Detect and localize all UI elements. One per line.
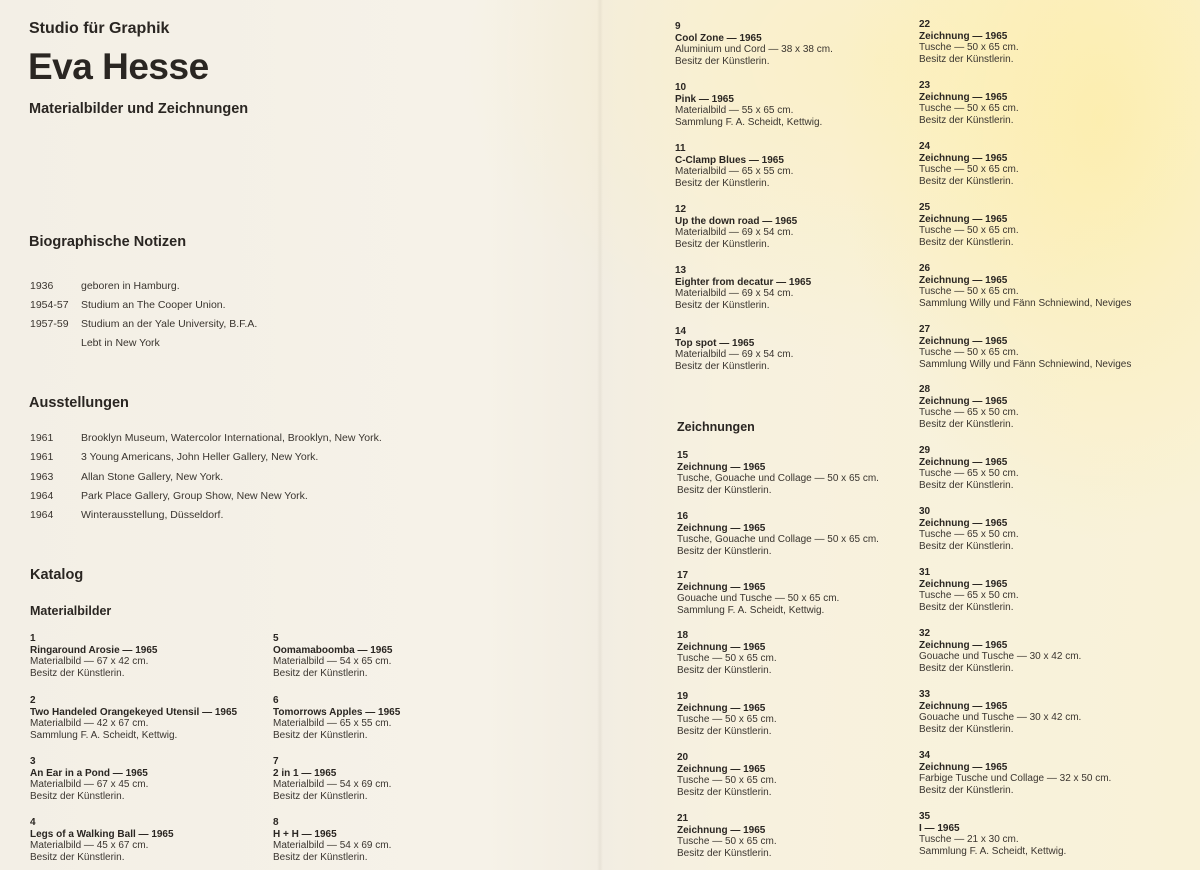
entry-number: 9 — [675, 21, 681, 32]
bio-year: 1936 — [30, 280, 54, 292]
entry-owner: Besitz der Künstlerin. — [919, 175, 1014, 187]
entry-medium: Materialbild — 67 x 45 cm. — [30, 779, 149, 790]
exhibition-year: 1964 — [30, 490, 54, 502]
entry-medium: Materialbild — 45 x 67 cm. — [30, 840, 149, 851]
entry-owner: Besitz der Künstlerin. — [919, 723, 1014, 735]
entry-title: Zeichnung — 1965 — [919, 91, 1008, 103]
entry-owner: Sammlung F. A. Scheidt, Kettwig. — [30, 729, 178, 741]
catalog-entry — [30, 756, 148, 802]
entry-medium: Gouache und Tusche — 30 x 42 cm. — [919, 712, 1082, 723]
exhibition-year: 1963 — [30, 471, 54, 483]
catalog-heading: Katalog — [30, 567, 84, 583]
entry-title: Zeichnung — 1965 — [677, 702, 766, 714]
entry-medium: Materialbild — 55 x 65 cm. — [675, 105, 794, 116]
entry-medium: Aluminium und Cord — 38 x 38 cm. — [675, 44, 833, 55]
exhibition-year: 1961 — [30, 451, 54, 463]
bio-text: Studium an der Yale University, B.F.A. — [81, 318, 258, 330]
catalog-entry — [919, 628, 1081, 674]
bio-text: geboren in Hamburg. — [81, 280, 180, 292]
entry-number: 34 — [919, 750, 931, 761]
entry-number: 17 — [677, 570, 689, 581]
entry-owner: Sammlung F. A. Scheidt, Kettwig. — [677, 604, 825, 616]
catalog-entry — [675, 143, 793, 189]
bio-year: 1957-59 — [30, 318, 69, 330]
entry-medium: Farbige Tusche und Collage — 32 x 50 cm. — [919, 773, 1112, 784]
materialbilder-heading: Materialbilder — [30, 604, 112, 618]
entry-medium: Materialbild — 65 x 55 cm. — [675, 166, 794, 177]
entry-title: Zeichnung — 1965 — [919, 274, 1008, 286]
entry-title: I — 1965 — [919, 822, 960, 834]
catalog-entry — [677, 450, 879, 496]
entry-owner: Besitz der Künstlerin. — [919, 601, 1014, 613]
artist-name: Eva Hesse — [28, 46, 209, 87]
entry-owner: Besitz der Künstlerin. — [677, 664, 772, 676]
catalog-entry — [677, 570, 839, 616]
entry-title: Zeichnung — 1965 — [919, 456, 1008, 468]
entry-owner: Besitz der Künstlerin. — [919, 662, 1014, 674]
bio-year: 1954-57 — [30, 299, 69, 311]
entry-owner: Besitz der Künstlerin. — [919, 53, 1014, 65]
entry-number: 24 — [919, 141, 931, 152]
catalog-entry — [675, 21, 833, 67]
entry-number: 16 — [677, 511, 689, 522]
entry-medium: Tusche, Gouache und Collage — 50 x 65 cm. — [677, 534, 879, 545]
entry-title: Cool Zone — 1965 — [675, 32, 762, 44]
entry-owner: Besitz der Künstlerin. — [677, 847, 772, 859]
entry-medium: Tusche, Gouache und Collage — 50 x 65 cm. — [677, 473, 879, 484]
entry-number: 2 — [30, 695, 36, 706]
entry-medium: Materialbild — 69 x 54 cm. — [675, 288, 794, 299]
entry-title: Zeichnung — 1965 — [677, 581, 766, 593]
entry-owner: Sammlung Willy und Fänn Schniewind, Neviges — [919, 358, 1132, 370]
catalog-entry — [30, 695, 237, 741]
entry-owner: Sammlung F. A. Scheidt, Kettwig. — [675, 116, 823, 128]
entry-number: 23 — [919, 80, 931, 91]
entry-medium: Tusche — 50 x 65 cm. — [677, 653, 777, 664]
catalog-entry — [273, 756, 391, 802]
entry-medium: Tusche — 50 x 65 cm. — [677, 714, 777, 725]
bio-text: Studium an The Cooper Union. — [81, 299, 226, 311]
catalog-entry — [677, 752, 777, 798]
exhibition-year: 1961 — [30, 432, 54, 444]
exhibition-text: Brooklyn Museum, Watercolor International, Brooklyn, New York. — [81, 432, 382, 444]
entry-title: Eighter from decatur — 1965 — [675, 276, 812, 288]
catalog-entry — [919, 750, 1111, 796]
entry-owner: Besitz der Künstlerin. — [675, 360, 770, 372]
entry-owner: Besitz der Künstlerin. — [919, 479, 1014, 491]
entry-owner: Besitz der Künstlerin. — [675, 177, 770, 189]
entry-number: 35 — [919, 811, 931, 822]
entry-title: Two Handeled Orangekeyed Utensil — 1965 — [30, 706, 238, 718]
exhibition-text: Park Place Gallery, Group Show, New New York. — [81, 490, 308, 502]
entry-owner: Besitz der Künstlerin. — [677, 484, 772, 496]
entry-number: 19 — [677, 691, 689, 702]
entry-title: Legs of a Walking Ball — 1965 — [30, 828, 174, 840]
catalog-entry — [273, 817, 391, 863]
entry-number: 8 — [273, 817, 279, 828]
entry-medium: Gouache und Tusche — 50 x 65 cm. — [677, 593, 840, 604]
entry-owner: Besitz der Künstlerin. — [919, 236, 1014, 248]
entry-title: Zeichnung — 1965 — [919, 395, 1008, 407]
catalog-entry — [675, 326, 793, 372]
entry-owner: Besitz der Künstlerin. — [919, 114, 1014, 126]
entry-number: 22 — [919, 19, 931, 30]
entry-title: Zeichnung — 1965 — [919, 639, 1008, 651]
entry-number: 11 — [675, 143, 686, 154]
entry-medium: Materialbild — 42 x 67 cm. — [30, 718, 149, 729]
entry-medium: Tusche — 50 x 65 cm. — [919, 286, 1019, 297]
entry-medium: Tusche — 50 x 65 cm. — [677, 836, 777, 847]
entry-number: 13 — [675, 265, 687, 276]
entry-number: 30 — [919, 506, 931, 517]
catalog-entry — [919, 80, 1019, 126]
entry-medium: Tusche — 21 x 30 cm. — [919, 834, 1019, 845]
entry-medium: Materialbild — 54 x 69 cm. — [273, 840, 392, 851]
entry-medium: Tusche — 65 x 50 cm. — [919, 590, 1019, 601]
entry-number: 5 — [273, 633, 279, 644]
catalog-entry — [919, 384, 1019, 430]
entry-title: Zeichnung — 1965 — [919, 700, 1008, 712]
entry-medium: Gouache und Tusche — 30 x 42 cm. — [919, 651, 1082, 662]
entry-owner: Besitz der Künstlerin. — [30, 790, 125, 802]
entry-title: 2 in 1 — 1965 — [273, 767, 337, 779]
catalog-entry — [919, 445, 1019, 491]
entry-owner: Sammlung F. A. Scheidt, Kettwig. — [919, 845, 1067, 857]
entry-owner: Besitz der Künstlerin. — [273, 667, 368, 679]
entry-title: Tomorrows Apples — 1965 — [273, 706, 401, 718]
entry-owner: Besitz der Künstlerin. — [919, 418, 1014, 430]
entry-title: Zeichnung — 1965 — [919, 30, 1008, 42]
entry-owner: Besitz der Künstlerin. — [677, 786, 772, 798]
bio-text: Lebt in New York — [81, 337, 160, 349]
entry-number: 10 — [675, 82, 687, 93]
entry-number: 4 — [30, 817, 36, 828]
catalog-entry — [919, 263, 1131, 309]
catalog-entry — [677, 511, 879, 557]
entry-owner: Sammlung Willy und Fänn Schniewind, Neviges — [919, 297, 1132, 309]
catalog-entry — [919, 567, 1019, 613]
entry-owner: Besitz der Künstlerin. — [919, 784, 1014, 796]
catalog-entry — [675, 82, 822, 128]
entry-title: Top spot — 1965 — [675, 337, 755, 349]
entry-number: 14 — [675, 326, 687, 337]
catalog-entry — [675, 204, 797, 250]
entry-number: 25 — [919, 202, 931, 213]
entry-medium: Tusche — 50 x 65 cm. — [919, 347, 1019, 358]
entry-owner: Besitz der Künstlerin. — [273, 729, 368, 741]
exhibitions-heading: Ausstellungen — [29, 395, 129, 411]
entry-medium: Tusche — 50 x 65 cm. — [919, 103, 1019, 114]
entry-title: Ringaround Arosie — 1965 — [30, 644, 158, 656]
entry-number: 32 — [919, 628, 931, 639]
entry-medium: Tusche — 50 x 65 cm. — [919, 42, 1019, 53]
entry-number: 12 — [675, 204, 687, 215]
entry-title: Zeichnung — 1965 — [677, 824, 766, 836]
entry-medium: Materialbild — 67 x 42 cm. — [30, 656, 149, 667]
exhibition-text: Allan Stone Gallery, New York. — [81, 471, 224, 483]
entry-number: 21 — [677, 813, 689, 824]
catalog-entry — [273, 633, 392, 679]
catalog-entry — [919, 506, 1019, 552]
entry-title: Zeichnung — 1965 — [919, 517, 1008, 529]
entry-medium: Tusche — 50 x 65 cm. — [677, 775, 777, 786]
entry-owner: Besitz der Künstlerin. — [273, 851, 368, 863]
entry-title: Zeichnung — 1965 — [919, 213, 1008, 225]
entry-title: An Ear in a Pond — 1965 — [30, 767, 148, 779]
entry-title: Zeichnung — 1965 — [919, 578, 1008, 590]
entry-title: Zeichnung — 1965 — [677, 522, 766, 534]
entry-medium: Materialbild — 54 x 69 cm. — [273, 779, 392, 790]
entry-title: Zeichnung — 1965 — [677, 641, 766, 653]
exhibition-year: 1964 — [30, 509, 54, 521]
catalog-entry — [919, 19, 1019, 65]
entry-title: Zeichnung — 1965 — [919, 335, 1008, 347]
entry-title: C-Clamp Blues — 1965 — [675, 154, 784, 166]
gallery-name: Studio für Graphik — [29, 20, 170, 37]
entry-title: H + H — 1965 — [273, 828, 337, 840]
entry-medium: Materialbild — 54 x 65 cm. — [273, 656, 392, 667]
entry-medium: Tusche — 65 x 50 cm. — [919, 529, 1019, 540]
entry-owner: Besitz der Künstlerin. — [919, 540, 1014, 552]
entry-number: 3 — [30, 756, 36, 767]
entry-medium: Materialbild — 65 x 55 cm. — [273, 718, 392, 729]
entry-owner: Besitz der Künstlerin. — [675, 55, 770, 67]
entry-medium: Materialbild — 69 x 54 cm. — [675, 349, 794, 360]
entry-number: 20 — [677, 752, 689, 763]
entry-owner: Besitz der Künstlerin. — [30, 851, 125, 863]
entry-medium: Tusche — 65 x 50 cm. — [919, 407, 1019, 418]
entry-title: Zeichnung — 1965 — [677, 461, 766, 473]
entry-number: 15 — [677, 450, 689, 461]
entry-owner: Besitz der Künstlerin. — [675, 299, 770, 311]
catalog-entry — [30, 817, 174, 863]
catalog-entry — [30, 633, 157, 679]
catalog-entry — [919, 689, 1081, 735]
exhibition-text: Winterausstellung, Düsseldorf. — [81, 509, 224, 521]
entry-title: Zeichnung — 1965 — [677, 763, 766, 775]
catalog-entry — [677, 813, 777, 859]
catalog-entry — [675, 265, 811, 311]
entry-title: Pink — 1965 — [675, 93, 734, 105]
exhibition-subtitle: Materialbilder und Zeichnungen — [29, 101, 249, 117]
entry-medium: Materialbild — 69 x 54 cm. — [675, 227, 794, 238]
entry-title: Oomamaboomba — 1965 — [273, 644, 393, 656]
entry-number: 33 — [919, 689, 931, 700]
entry-number: 27 — [919, 324, 931, 335]
catalog-entry — [273, 695, 400, 741]
entry-number: 1 — [30, 633, 36, 644]
entry-number: 28 — [919, 384, 931, 395]
entry-owner: Besitz der Künstlerin. — [273, 790, 368, 802]
entry-owner: Besitz der Künstlerin. — [677, 545, 772, 557]
bio-heading: Biographische Notizen — [29, 234, 187, 250]
catalog-entry — [919, 811, 1066, 857]
exhibition-text: 3 Young Americans, John Heller Gallery, New York. — [81, 451, 319, 463]
catalog-entry — [919, 324, 1131, 370]
entry-owner: Besitz der Künstlerin. — [677, 725, 772, 737]
entry-number: 7 — [273, 756, 279, 767]
entry-owner: Besitz der Künstlerin. — [675, 238, 770, 250]
entry-medium: Tusche — 50 x 65 cm. — [919, 164, 1019, 175]
entry-owner: Besitz der Künstlerin. — [30, 667, 125, 679]
catalog-entry — [919, 202, 1019, 248]
entry-number: 29 — [919, 445, 931, 456]
catalog-entry — [677, 630, 777, 676]
entry-number: 26 — [919, 263, 931, 274]
entry-medium: Tusche — 65 x 50 cm. — [919, 468, 1019, 479]
catalog-entry — [677, 691, 777, 737]
entry-medium: Tusche — 50 x 65 cm. — [919, 225, 1019, 236]
page-fold — [597, 0, 603, 870]
zeichnungen-heading: Zeichnungen — [677, 420, 755, 434]
catalog-entry — [919, 141, 1019, 187]
entry-number: 6 — [273, 695, 279, 706]
entry-number: 18 — [677, 630, 689, 641]
entry-number: 31 — [919, 567, 931, 578]
entry-title: Zeichnung — 1965 — [919, 761, 1008, 773]
entry-title: Zeichnung — 1965 — [919, 152, 1008, 164]
entry-title: Up the down road — 1965 — [675, 215, 798, 227]
